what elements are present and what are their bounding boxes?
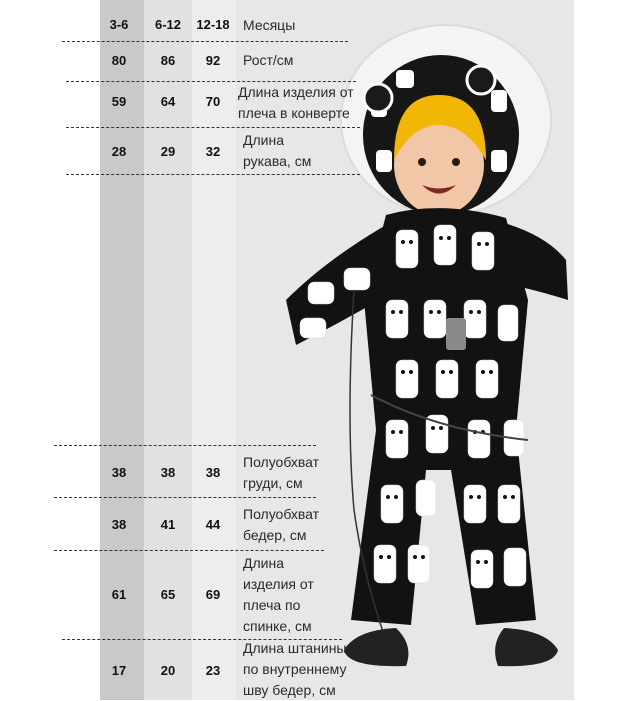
header-size-6-12: 6-12 xyxy=(154,17,182,32)
row-back-length-value-2: 65 xyxy=(160,587,176,602)
row-sleeve-length-value-1: 28 xyxy=(111,144,127,159)
row-separator xyxy=(66,127,360,128)
row-separator xyxy=(54,550,324,551)
row-envelope-length-label: Длина изделия от плеча в конверте xyxy=(238,84,354,121)
row-hips-label: Полуобхват бедер, см xyxy=(243,506,320,543)
row-inseam-value-2: 20 xyxy=(160,663,176,678)
row-envelope-length-value-2: 64 xyxy=(160,94,176,109)
row-back-length-label: Длина изделия от плеча по спинке, см xyxy=(243,555,314,634)
header-size-3-6: 3-6 xyxy=(109,17,129,32)
row-envelope-length-value-1: 59 xyxy=(111,94,127,109)
row-chest-value-1: 38 xyxy=(111,465,127,480)
row-separator xyxy=(66,174,360,175)
row-separator xyxy=(54,445,316,446)
row-inseam-value-1: 17 xyxy=(111,663,127,678)
row-separator xyxy=(54,497,316,498)
row-height-value-1: 80 xyxy=(111,53,127,68)
row-sleeve-length-value-2: 29 xyxy=(160,144,176,159)
row-height-label: Рост/см xyxy=(243,52,294,68)
row-height-value-2: 86 xyxy=(160,53,176,68)
row-inseam-value-3: 23 xyxy=(205,663,221,678)
row-sleeve-length-label: Длина рукава, см xyxy=(243,132,312,169)
row-back-length-value-1: 61 xyxy=(111,587,127,602)
row-inseam-label: Длина штанины по внутреннему шву бедер, см xyxy=(243,640,347,698)
header-label-months: Месяцы xyxy=(243,17,296,33)
row-chest-value-3: 38 xyxy=(205,465,221,480)
row-separator xyxy=(62,41,348,42)
row-hips-value-1: 38 xyxy=(111,517,127,532)
header-size-12-18: 12-18 xyxy=(196,17,230,32)
row-envelope-length-value-3: 70 xyxy=(205,94,221,109)
row-hips-value-2: 41 xyxy=(160,517,176,532)
row-chest-value-2: 38 xyxy=(160,465,176,480)
row-hips-value-3: 44 xyxy=(205,517,221,532)
row-back-length-value-3: 69 xyxy=(205,587,221,602)
row-chest-label: Полуобхват груди, см xyxy=(243,454,320,491)
row-height-value-3: 92 xyxy=(205,53,221,68)
row-sleeve-length-value-3: 32 xyxy=(205,144,221,159)
